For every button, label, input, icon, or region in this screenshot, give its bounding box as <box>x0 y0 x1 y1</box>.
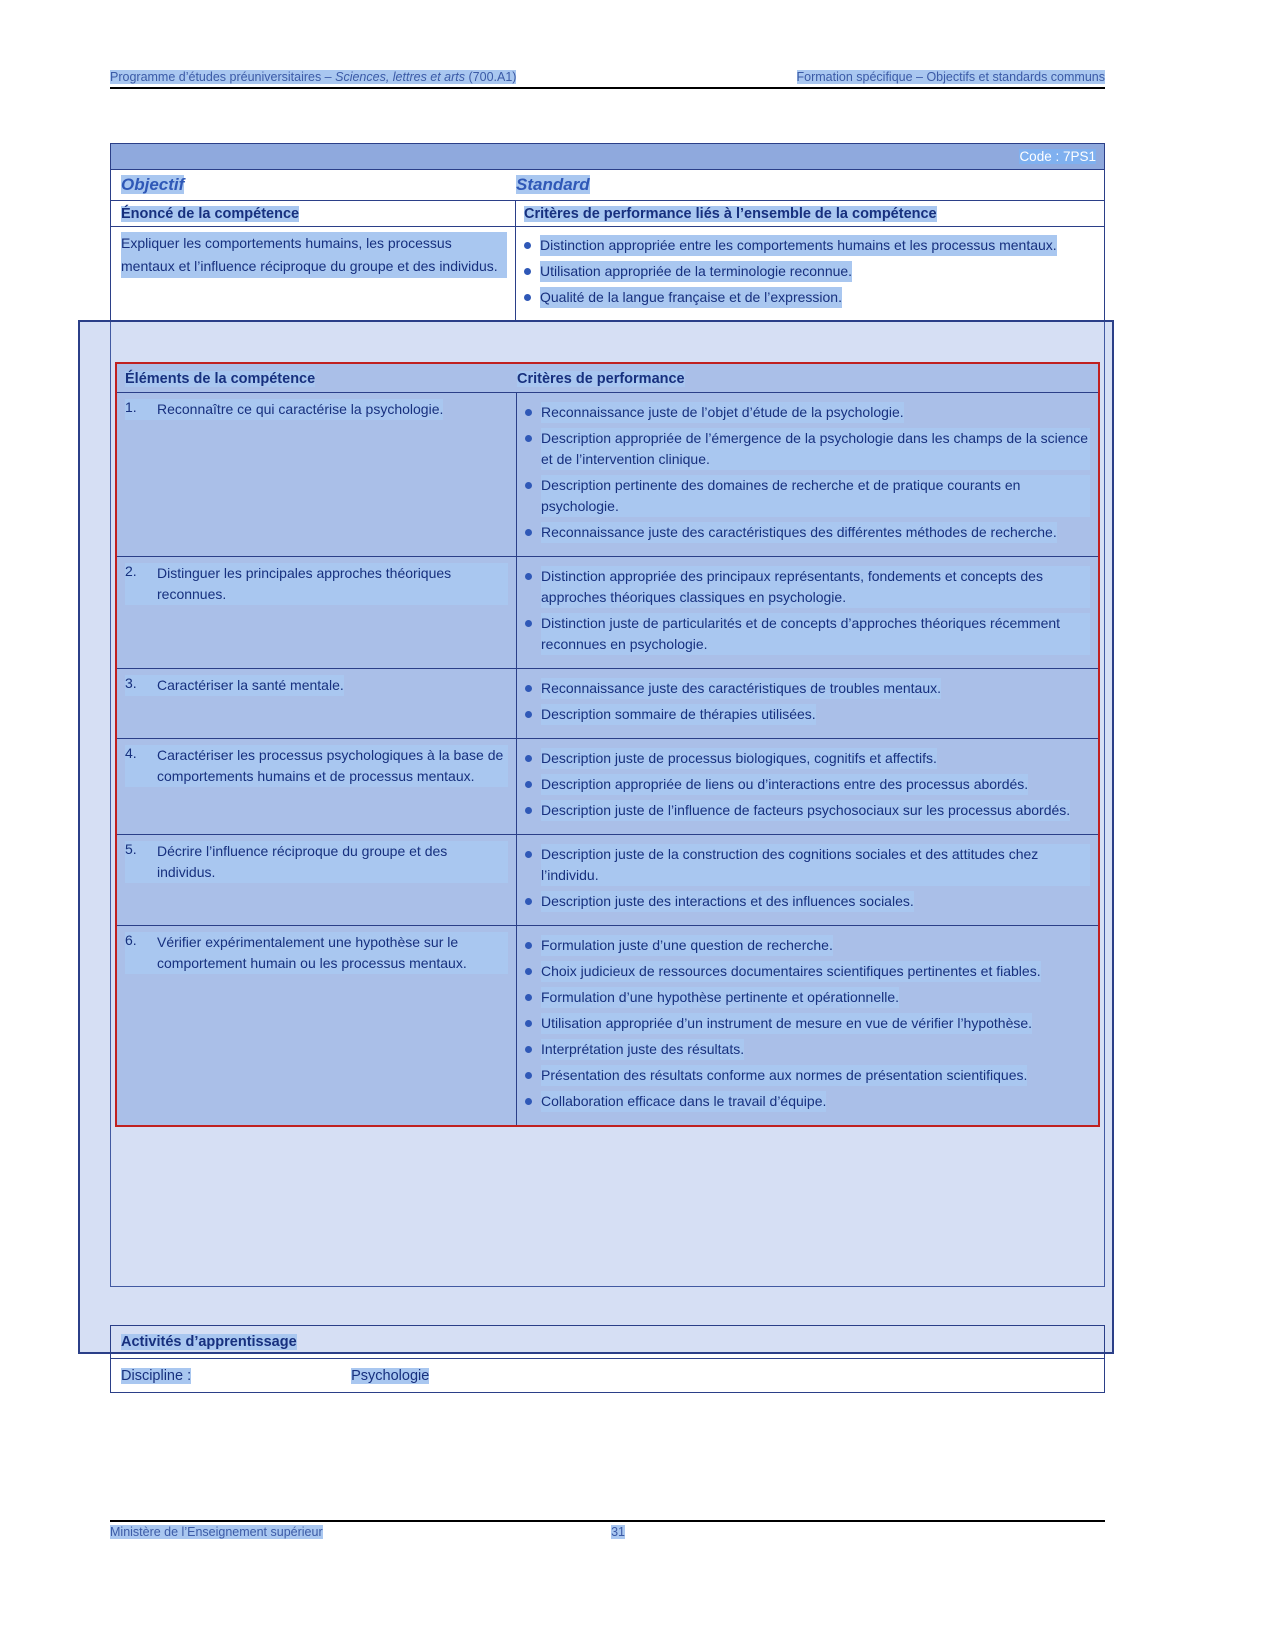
elements-criteria-table <box>115 362 1100 1127</box>
header-left-tail: (700.A1) <box>465 70 517 84</box>
bullet-icon <box>525 748 541 769</box>
criteria-cell <box>517 835 1098 925</box>
list-item: Description appropriée de liens ou d’interactions entre des processus abordés. <box>525 774 1090 795</box>
list-item: Distinction juste de particularités et de concepts d’approches théoriques récemment reconnues en psychologie. <box>525 613 1090 655</box>
header-left-italic: Sciences, lettres et arts <box>335 70 466 84</box>
list-item: Utilisation appropriée d’un instrument de mesure en vue de vérifier l’hypothèse. <box>525 1013 1090 1034</box>
bullet-icon <box>525 1091 541 1112</box>
element-cell <box>117 669 517 738</box>
running-header <box>110 70 1105 89</box>
element-number: 4. <box>125 745 157 787</box>
header-left-plain: Programme d’études préuniversitaires – <box>110 70 336 84</box>
bullet-icon <box>525 678 541 699</box>
table-row <box>117 926 1098 1125</box>
table-row <box>117 393 1098 557</box>
list-item: Description sommaire de thérapies utilisées. <box>525 704 1090 725</box>
competence-label-right: Critères de performance liés à l’ensemble de la compétence <box>524 206 937 222</box>
list-item: Distinction appropriée des principaux représentants, fondements et concepts des approches théoriques classiques en psychologie. <box>525 566 1090 608</box>
element-cell <box>117 926 517 1125</box>
list-item: Choix judicieux de ressources documentaires scientifiques pertinentes et fiables. <box>525 961 1090 982</box>
elements-header-row <box>117 364 1098 393</box>
elements-label-right: Critères de performance <box>517 370 685 387</box>
element-number: 6. <box>125 932 157 974</box>
column-standard: Standard <box>516 175 590 194</box>
discipline-row <box>110 1359 1105 1393</box>
element-cell <box>117 557 517 668</box>
element-text: Vérifier expérimentalement une hypothèse sur le comportement humain ou les processus mentaux. <box>157 932 508 974</box>
list-item: Description juste de l’influence de facteurs psychosociaux sur les processus abordés. <box>525 800 1090 821</box>
element-text: Caractériser les processus psychologiques à la base de comportements humains et de processus mentaux. <box>157 745 508 787</box>
list-item: Qualité de la langue française et de l’expression. <box>524 287 1096 308</box>
element-cell <box>117 835 517 925</box>
bullet-icon <box>525 704 541 725</box>
element-cell <box>117 739 517 834</box>
element-number: 5. <box>125 841 157 883</box>
list-item: Description juste de processus biologiques, cognitifs et affectifs. <box>525 748 1090 769</box>
discipline-value: Psychologie <box>351 1367 430 1384</box>
competence-statement: Expliquer les comportements humains, les processus mentaux et l’influence réciproque du groupe et des individus. <box>111 227 516 321</box>
list-item: Description appropriée de l’émergence de la psychologie dans les champs de la science et de l’intervention clinique. <box>525 428 1090 470</box>
running-footer <box>110 1520 1105 1539</box>
column-headers <box>111 170 1104 200</box>
table-row <box>117 739 1098 835</box>
table-row <box>117 835 1098 926</box>
bullet-icon <box>524 287 540 308</box>
element-text: Caractériser la santé mentale. <box>157 675 344 696</box>
bullet-icon <box>525 961 541 982</box>
table-row <box>117 669 1098 739</box>
list-item: Interprétation juste des résultats. <box>525 1039 1090 1060</box>
list-item: Formulation d’une hypothèse pertinente et opérationnelle. <box>525 987 1090 1008</box>
bullet-icon <box>525 844 541 886</box>
bullet-icon <box>525 774 541 795</box>
table-row <box>117 557 1098 669</box>
element-number: 2. <box>125 563 157 605</box>
competence-criteria-list <box>516 227 1104 321</box>
list-item: Description juste de la construction des cognitions sociales et des attitudes chez l’individu. <box>525 844 1090 886</box>
element-number: 3. <box>125 675 157 696</box>
criteria-cell <box>517 393 1098 556</box>
discipline-label: Discipline : <box>121 1367 192 1384</box>
bullet-icon <box>524 235 540 256</box>
list-item: Reconnaissance juste des caractéristiques des différentes méthodes de recherche. <box>525 522 1090 543</box>
bullet-icon <box>525 935 541 956</box>
column-objectif: Objectif <box>121 175 185 194</box>
list-item: Description pertinente des domaines de recherche et de pratique courants en psychologie. <box>525 475 1090 517</box>
list-item: Collaboration efficace dans le travail d’équipe. <box>525 1091 1090 1112</box>
competence-content-row <box>111 227 1104 321</box>
header-left <box>110 70 516 84</box>
list-item: Utilisation appropriée de la terminologie reconnue. <box>524 261 1096 282</box>
criteria-cell <box>517 669 1098 738</box>
bullet-icon <box>524 261 540 282</box>
footer-left: Ministère de l’Enseignement supérieur <box>110 1525 323 1539</box>
competence-label-left: Énoncé de la compétence <box>111 201 516 226</box>
list-item: Formulation juste d’une question de recherche. <box>525 935 1090 956</box>
bullet-icon <box>525 613 541 655</box>
bullet-icon <box>525 428 541 470</box>
criteria-cell <box>517 739 1098 834</box>
list-item: Reconnaissance juste des caractéristiques de troubles mentaux. <box>525 678 1090 699</box>
header-right: Formation spécifique – Objectifs et standards communs <box>796 70 1105 84</box>
bullet-icon <box>525 987 541 1008</box>
bullet-icon <box>525 891 541 912</box>
element-text: Reconnaître ce qui caractérise la psychologie. <box>157 399 443 420</box>
elements-label-left: Éléments de la compétence <box>125 370 316 387</box>
activities-header: Activités d’apprentissage <box>110 1325 1105 1359</box>
criteria-cell <box>517 557 1098 668</box>
bullet-icon <box>525 475 541 517</box>
list-item: Distinction appropriée entre les comportements humains et les processus mentaux. <box>524 235 1096 256</box>
list-item: Présentation des résultats conforme aux normes de présentation scientifiques. <box>525 1065 1090 1086</box>
bullet-icon <box>525 1065 541 1086</box>
element-text: Distinguer les principales approches théoriques reconnues. <box>157 563 508 605</box>
code-bar <box>111 144 1104 170</box>
criteria-cell <box>517 926 1098 1125</box>
bullet-icon <box>525 1013 541 1034</box>
bullet-icon <box>525 402 541 423</box>
element-number: 1. <box>125 399 157 420</box>
bullet-icon <box>525 566 541 608</box>
list-item: Description juste des interactions et des influences sociales. <box>525 891 1090 912</box>
element-text: Décrire l’influence réciproque du groupe et des individus. <box>157 841 508 883</box>
bullet-icon <box>525 522 541 543</box>
competence-header-row <box>111 200 1104 227</box>
bullet-icon <box>525 800 541 821</box>
element-cell <box>117 393 517 556</box>
bullet-icon <box>525 1039 541 1060</box>
list-item: Reconnaissance juste de l’objet d’étude de la psychologie. <box>525 402 1090 423</box>
page-number: 31 <box>611 1525 625 1539</box>
code-label: Code : 7PS1 <box>1019 149 1096 164</box>
